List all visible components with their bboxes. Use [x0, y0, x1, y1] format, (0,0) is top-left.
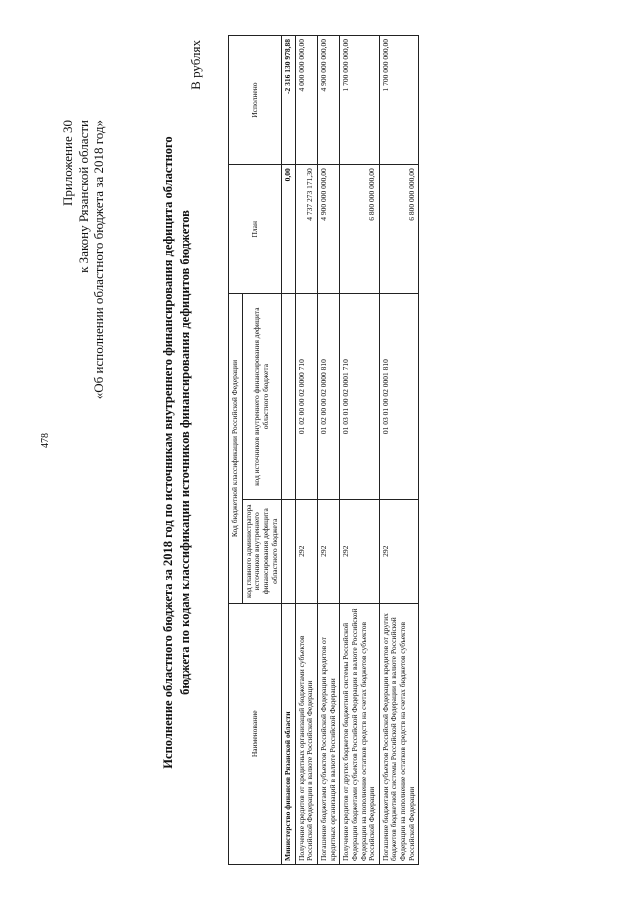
header-code-group: Код бюджетной классификации Российской Федерации	[229, 294, 243, 603]
currency-note: В рублях	[188, 40, 203, 90]
page-number: 478	[40, 433, 51, 448]
appendix-line-3: «Об исполнении областного бюджета за 2018 год»	[91, 120, 107, 400]
row-plan: 6 800 000 000,00	[379, 165, 419, 294]
row-name: Получение кредитов от других бюджетов бюджетной системы Российской Федерации бюджетами субъектов Российской Федерации в валюте Российской Федерации на пополнение остатков средств на счетах бюджетов субъектов Российской Федерации	[340, 603, 380, 864]
row-source-code: 01 03 01 00 02 0001 810	[379, 294, 419, 499]
appendix-header	[60, 120, 107, 399]
row-plan: 4 737 273 171,30	[295, 165, 317, 294]
title-line-1: Исполнение областного бюджета за 2018 год по источникам внутреннего финансирования дефицита областного	[161, 136, 175, 769]
header-name: Наименование	[229, 603, 282, 864]
row-source-code: 01 02 00 00 02 0000 810	[318, 294, 340, 499]
row-plan: 6 800 000 000,00	[340, 165, 380, 294]
header-source-code: код источников внутреннего финансирования дефицита областного бюджета	[242, 294, 282, 499]
table-row	[379, 36, 419, 865]
row-executed: 1 700 000 000,00	[340, 36, 380, 165]
table-body	[282, 36, 419, 865]
row-name: Погашение бюджетами субъектов Российской Федерации кредитов от других бюджетов бюджетной системы Российской Федерации в валюте Российской Федерации на пополнение остатков средств на счетах бюджетов субъектов Российской Федерации	[379, 603, 419, 864]
table-row	[318, 36, 340, 865]
table-header	[229, 36, 282, 865]
header-executed: Исполнено	[229, 36, 282, 165]
table-row	[340, 36, 380, 865]
row-admin-code: 292	[318, 499, 340, 603]
row-admin-code: 292	[295, 499, 317, 603]
header-plan: План	[229, 165, 282, 294]
budget-table	[228, 35, 419, 865]
row-source-code: 01 03 01 00 02 0001 710	[340, 294, 380, 499]
row-plan: 0,00	[282, 165, 296, 294]
row-source-code: 01 02 00 00 02 0000 710	[295, 294, 317, 499]
header-admin-code: код главного администратора источников внутреннего финансирования дефицита областного бюджета	[242, 499, 282, 603]
table-row	[295, 36, 317, 865]
row-executed: 4 000 000 000,00	[295, 36, 317, 165]
row-name: Получение кредитов от кредитных организаций бюджетами субъектов Российской Федерации в валюте Российской Федерации	[295, 603, 317, 864]
row-plan: 4 900 000 000,00	[318, 165, 340, 294]
row-source-code	[282, 294, 296, 499]
row-name: Погашение бюджетами субъектов Российской Федерации кредитов от кредитных организаций в валюте Российской Федерации	[318, 603, 340, 864]
row-admin-code	[282, 499, 296, 603]
title-line-2: бюджета по кодам классификации источников финансирования дефицитов бюджетов	[177, 210, 192, 695]
table-row	[282, 36, 296, 865]
row-executed: 4 900 000 000,00	[318, 36, 340, 165]
row-executed: -2 316 130 978,88	[282, 36, 296, 165]
row-admin-code: 292	[379, 499, 419, 603]
row-executed: 1 700 000 000,00	[379, 36, 419, 165]
appendix-line-2: к Закону Рязанской области	[75, 120, 91, 273]
row-admin-code: 292	[340, 499, 380, 603]
document-title	[160, 40, 194, 865]
appendix-line-1: Приложение 30	[60, 120, 75, 207]
row-name: Министерство финансов Рязанской области	[282, 603, 296, 864]
